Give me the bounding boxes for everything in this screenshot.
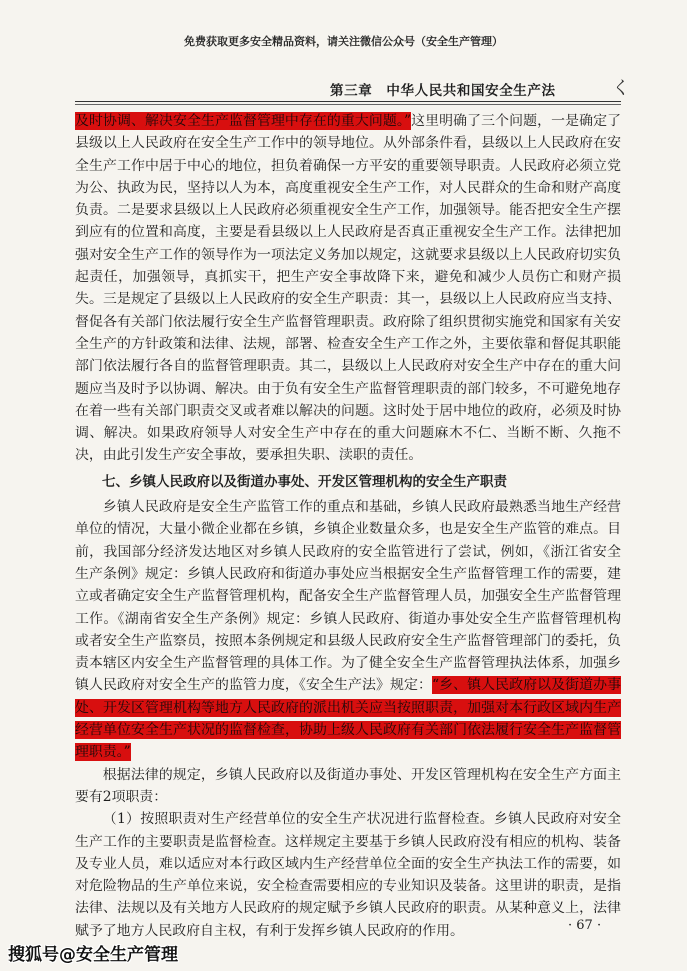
header-rule-thin [75, 104, 621, 105]
chapter-arrow-icon: く [612, 78, 630, 99]
header-rule [75, 101, 621, 102]
paragraph-4: （1）按照职责对生产经营单位的安全生产状况进行监督检查。乡镇人民政府对安全生产工作的主要职责是监督检查。这样规定主要基于乡镇人民政府没有相应的机构、装备及专业人员，难以适应对本行政区域内生产经营单位全面的安全生产执法工作的需要，如对危险物品的生产单位来说，安全检查需要相应的专业知识及装备。这里讲的职责，是指法律、法规以及有关地方人民政府的规定赋予乡镇人民政府的职责。从某种意义上，法律赋予了地方人民政府自主权，有利于发挥乡镇人民政府的作用。 [75, 811, 621, 939]
paragraph-3: 根据法律的规定，乡镇人民政府以及街道办事处、开发区管理机构在安全生产方面主要有2项职责： [75, 766, 621, 805]
paragraph-1-text: 这里明确了三个问题，一是确定了县级以上人民政府在安全生产工作中的领导地位。从外部条件看，县级以上人民政府在安全生产工作中居于中心的地位，担负着确保一方平安的重要领导职责。人民政府必须立党为公、执政为民，坚持以人为本，高度重视安全生产工作，对人民群众的生命和财产高度负责。二是要求县级以上人民政府必须重视安全生产工作，加强领导。能否把安全生产摆到应有的位置和高度，主要是看县级以上人民政府是否真正重视安全生产工作。法律把加强对安全生产工作的领导作为一项法定义务加以规定，这就要求县级以上人民政府切实负起责任，加强领导，真抓实干，把生产安全事故降下来，避免和减少人员伤亡和财产损失。三是规定了县级以上人民政府的安全生产职责：其一，县级以上人民政府应当支持、督促各有关部门依法履行安全生产监督管理职责。政府除了组织贯彻实施党和国家有关安全生产的方针政策和法律、法规，部署、检查安全生产工作之外，主要依靠和督促其职能部门依法履行各自的监督管理职责。其二，县级以上人民政府对安全生产中存在的重大问题应当及时予以协调、解决。由于负有安全生产监督管理职责的部门较多，不可避免地存在着一些有关部门职责交叉或者难以解决的问题。这时处于居中地位的政府，必须及时协调、解决。如果政府领导人对安全生产中存在的重大问题麻木不仁、当断不断、久拖不决，由此引发生产安全事故，要承担失职、渎职的责任。 [75, 113, 621, 464]
body-text [75, 110, 621, 942]
chapter-header: 第三章 中华人民共和国安全生产法 [330, 83, 556, 99]
paragraph-2 [75, 496, 621, 764]
top-banner: 免费获取更多安全精品资料，请关注微信公众号（安全生产管理） [184, 35, 503, 48]
paragraph-1 [75, 110, 621, 467]
section-heading-7: 七、乡镇人民政府以及街道办事处、开发区管理机构的安全生产职责 [102, 473, 507, 490]
paragraph-2-text: 乡镇人民政府是安全生产监管工作的重点和基础，乡镇人民政府最熟悉当地生产经营单位的情况，大量小微企业都在乡镇，乡镇企业数量众多，也是安全生产监管的难点。目前，我国部分经济发达地区对乡镇人民政府的安全监管进行了尝试，例如，《浙江省安全生产条例》规定：乡镇人民政府和街道办事处应当根据安全生产监督管理工作的需要，建立或者确定安全生产监督管理机构，配备安全生产监督管理人员，加强安全生产监督管理工作。《湖南省安全生产条例》规定：乡镇人民政府、街道办事处安全生产监督管理机构或者安全生产监察员，按照本条例规定和县级人民政府安全生产监督管理部门的委托，负责本辖区内安全生产监督管理的具体工作。为了健全安全生产监督管理执法体系，加强乡镇人民政府对安全生产的监管力度，《安全生产法》规定： [75, 499, 621, 694]
highlight-1: 及时协调、解决安全生产监督管理中存在的重大问题。” [75, 113, 412, 129]
source-watermark: 搜狐号@安全生产管理 [8, 945, 178, 965]
page-number: · 67 · [568, 918, 602, 933]
highlight-2: “乡、镇人民政府以及街道办事处、开发区管理机构等地方人民政府的派出机关应当按照职责，加强对本行政区域内生产经营单位安全生产状况的监督检查，协助上级人民政府有关部门依法履行安全生产监督管理职责。” [75, 677, 621, 761]
